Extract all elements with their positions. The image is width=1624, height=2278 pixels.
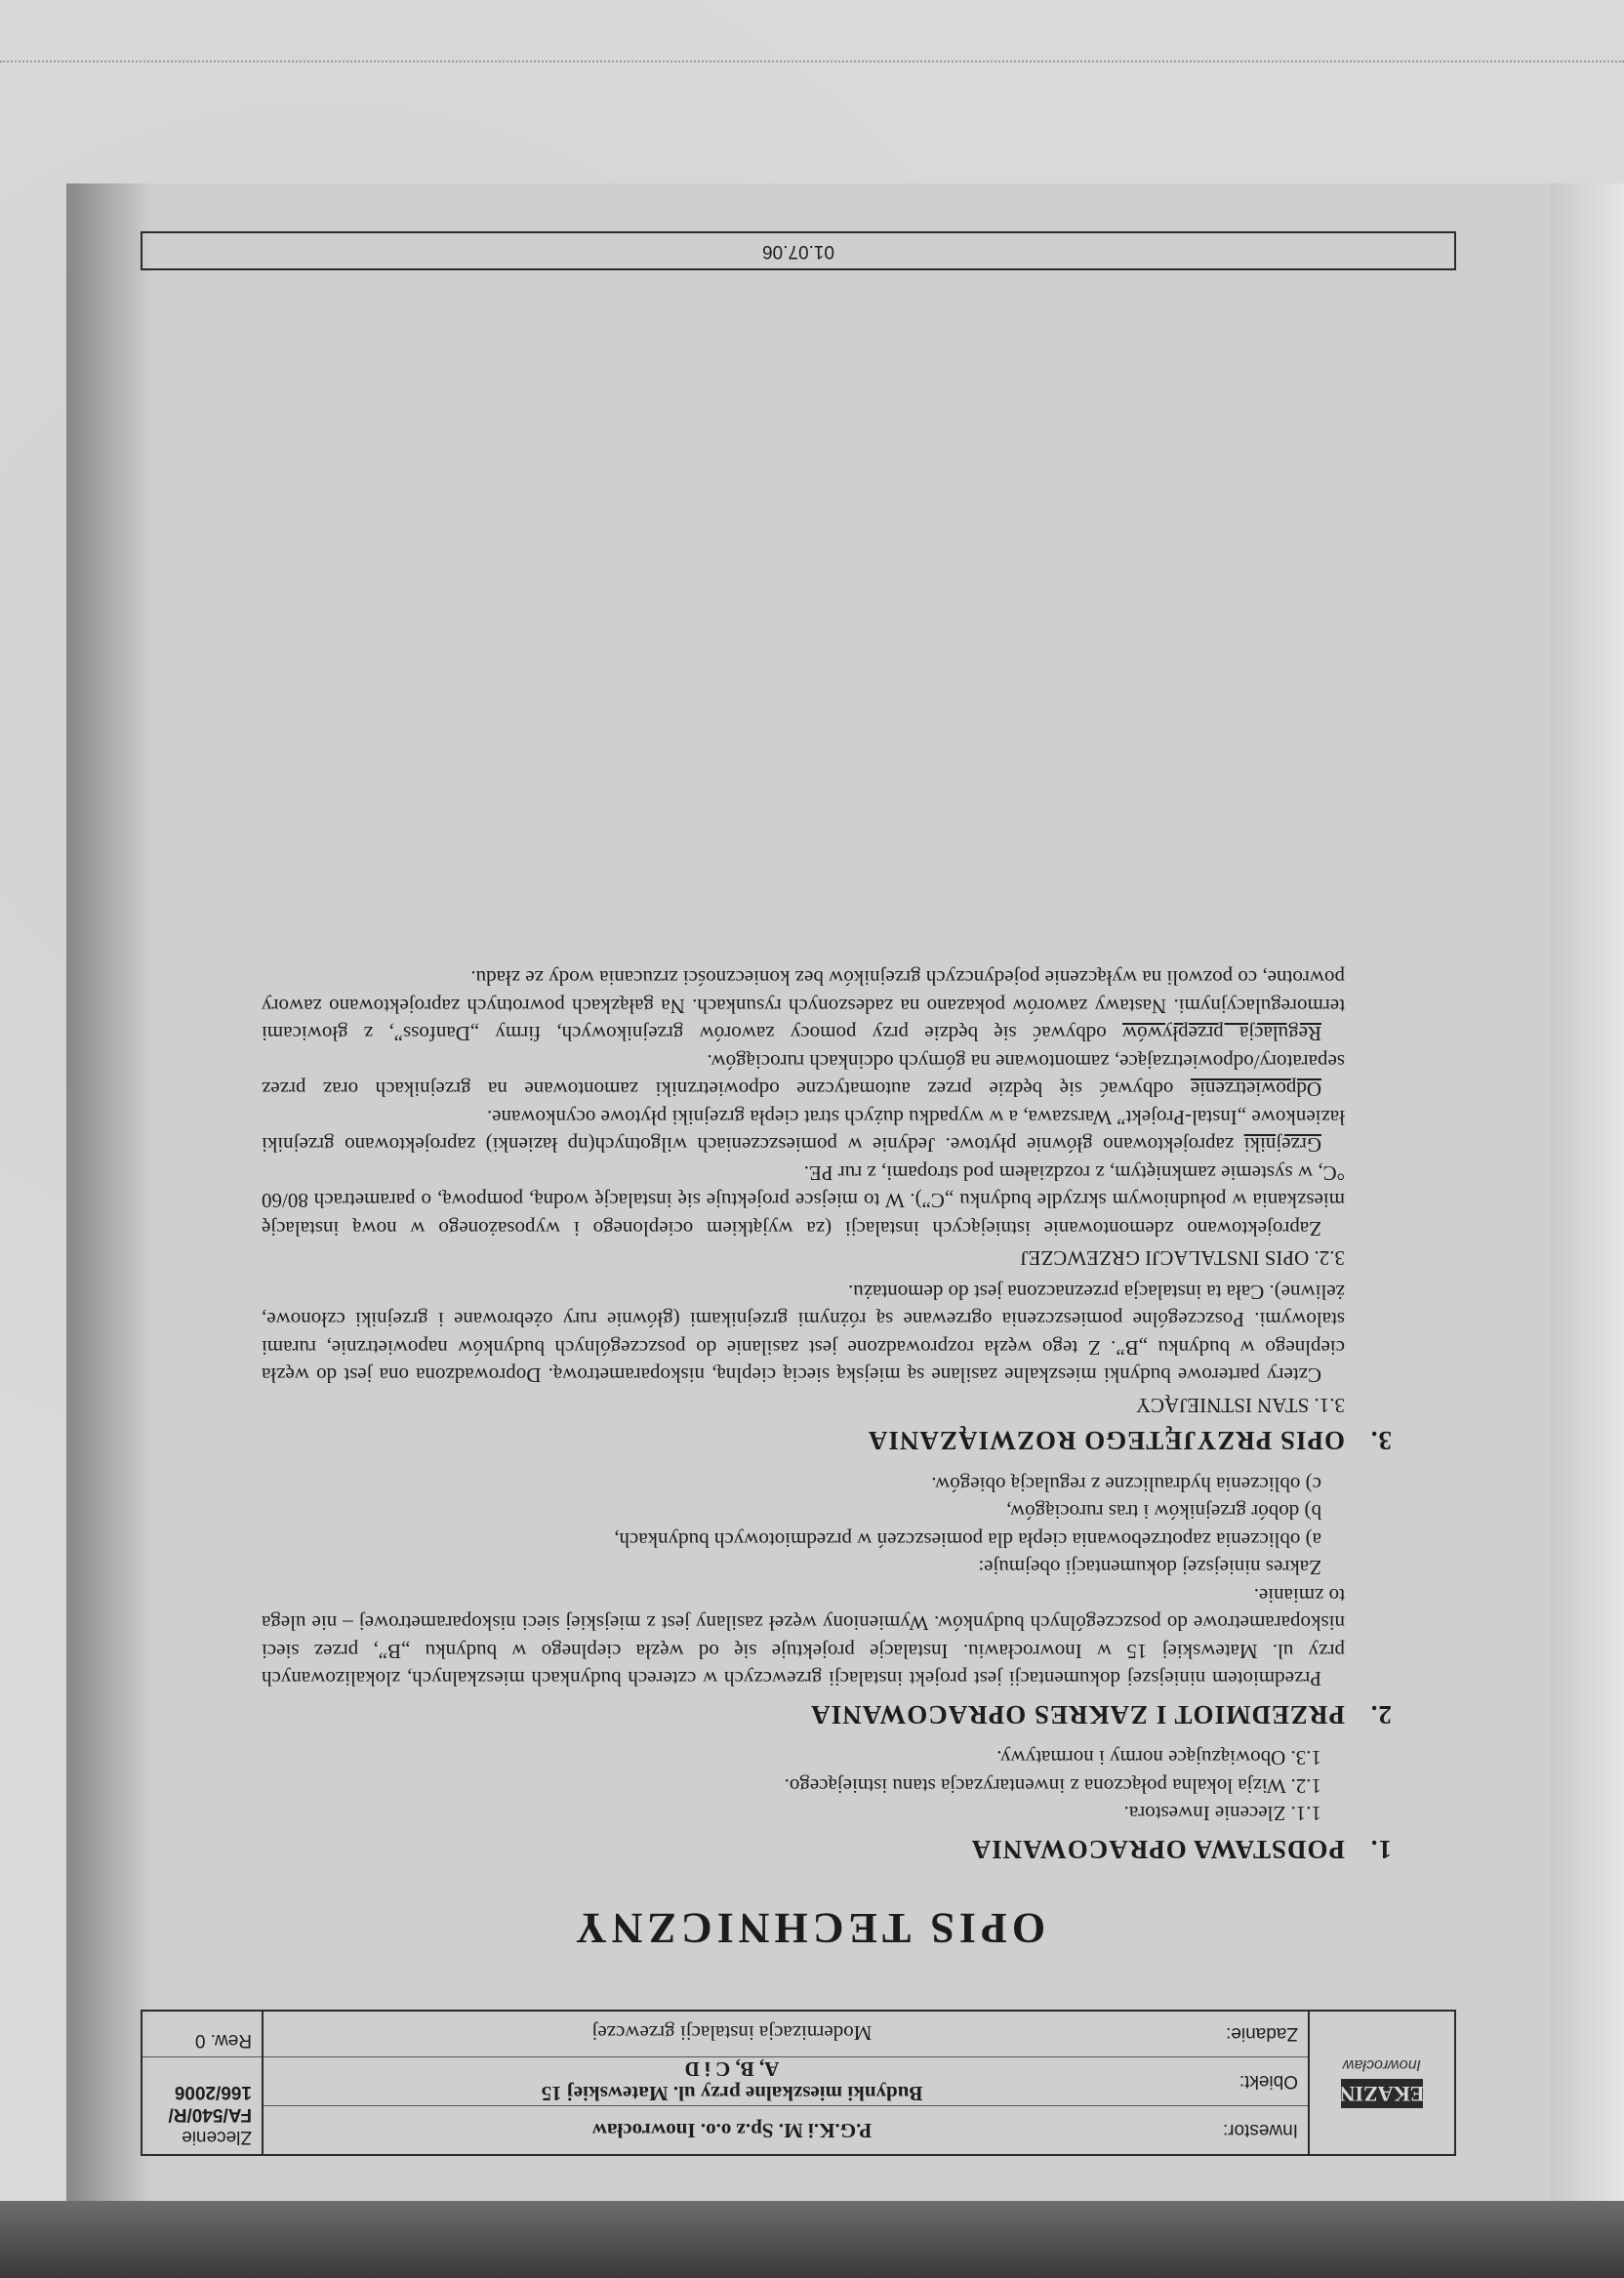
investor-label: Inwestor:	[1222, 2120, 1298, 2141]
radiators-paragraph: Grzejniki zaprojektowano głównie płytowe. Jedynie w pomieszczeniach wilgotnych(np łazienki) zaprojektowano grzejniki łazienkowe „Instal-Projekt” Warszawa, a w wypadku dużych strat ciepła grzejniki płytowe ocynkowane.	[262, 1106, 1345, 1158]
scan-edge-line	[0, 61, 1624, 62]
list-item: 1.2. Wizja lokalna połączona z inwentaryzacja stanu istniejącego.	[784, 1774, 1321, 1798]
section-1-list	[262, 1744, 1345, 1828]
list-item: b) dobór grzejników i tras rurociągów,	[1006, 1500, 1321, 1525]
list-item: 1.3. Obowiązujące normy i normatywy.	[996, 1746, 1321, 1770]
task-row	[264, 2010, 1308, 2056]
object-value: Budynki mieszkalne przy ul. Matewskiej 15 A, B, C i D	[541, 2057, 923, 2105]
list-item: 1.1. Zlecenie Inwestora.	[1123, 1802, 1321, 1826]
order-info	[142, 2010, 264, 2154]
object-label: Obiekt:	[1238, 2071, 1298, 2092]
document-page	[66, 183, 1550, 2201]
logo-mark: EKAZIN	[1341, 2079, 1423, 2108]
page-shadow	[66, 183, 152, 2201]
logo-city: Inowrocław	[1342, 2056, 1422, 2073]
task-value: Modernizacja instalacji grzewczej	[591, 2021, 873, 2046]
subsection-3-1-paragraph: Cztery parterowe budynki mieszkalne zasilane są miejską siecią cieplną, niskoparametrową. Doprowadzona ona jest do węzła cieplnego w budynku „B”. Z tego węzła rozprowadzone jest zasilanie do poszczególnych budynków napowietrznie, rurami stalowymi. Poszczególne pomieszczenia ogrzewane są różnymi grzejnikami (głównie rury ożebrowane i grzejniki członowe, żeliwne). Cała ta instalacja przeznaczona jest do demontażu.	[262, 1281, 1345, 1388]
section-2-heading: 2.PRZEDMIOT I ZAKRES OPRACOWANIA	[810, 1700, 1392, 1729]
company-logo	[1308, 2010, 1454, 2154]
flow-regulation-paragraph: Regulacja przepływów odbywać się będzie przy pomocy zaworów grzejnikowych, firmy „Danfoss”, z głowicami termoregulacyjnymi. Nastawy zaworów pokazano na zadeszonych rysunkach. Na gałązkach powrotnych zaprojektowano zawory powrotne, co pozwoli na wyłączenie pojedynczych grzejników bez konieczności zrzucania wody ze zładu.	[262, 966, 1345, 1046]
investor-value: P.G.K.i M. Sp.z o.o. Inowrocław	[591, 2119, 873, 2142]
document-title: OPIS TECHNICZNY	[570, 1904, 1046, 1952]
scan-bottom-edge	[0, 2201, 1624, 2278]
task-label: Zadanie:	[1226, 2023, 1298, 2044]
header-fields	[264, 2010, 1308, 2154]
section-2-scope: Zakres niniejszej dokumentacji obejmuje:	[978, 1556, 1321, 1580]
investor-row	[264, 2105, 1308, 2154]
list-item: c) obliczenia hydrauliczne z regulacją obiegów.	[931, 1473, 1321, 1496]
order-number: Zlecenie FA/540/R/ 166/2006	[142, 2056, 262, 2154]
header-table	[141, 2010, 1456, 2156]
scanner-margin	[1550, 183, 1624, 2201]
venting-paragraph: Odpowietrzenie odbywać się będzie przez automatyczne odpowietrzniki zamontowane na grzejnikach oraz przez separatory/odpowietrzające, zamontowane na górnych odcinkach rurociągów.	[262, 1050, 1345, 1102]
subsection-3-1-heading: 3.1. STAN ISTNIEJĄCY	[1135, 1394, 1345, 1417]
section-2-paragraph: Przedmiotem niniejszej dokumentacji jest projekt instalacji grzewczych w czterech budynkach mieszkalnych, zlokalizowanych przy ul. Matewskiej 15 w Inowrocławiu. Instalacje projektuje się od węzła cieplnego w budynku „B”, przez sieci niskoparametrowe do poszczególnych budynków. Wymieniony węzeł zasilany jest z miejskiej sieci niskoparametrowej – nie ulega to zmianie.	[262, 1584, 1345, 1691]
object-row	[264, 2056, 1308, 2105]
subsection-3-2-paragraph: Zaprojektowano zdemontowanie istniejących instalacji (za wyjątkiem ocieplonego i wyposażonego w nową instalację mieszkania w południowym skrzydle budynku „C”). W to miejsce projektuje się instalację wodną, pompową, o parametrach 80/60 °C, w systemie zamkniętym, z rozdziałem pod stropami, z rur PE.	[262, 1161, 1345, 1241]
document-body	[262, 964, 1392, 1879]
revision: Rew. 0	[194, 2030, 252, 2051]
list-item: a) obliczenia zapotrzebowania ciepła dla pomieszczeń w przedmiotowych budynkach,	[614, 1528, 1321, 1552]
section-3-heading: 3.OPIS PRZYJĘTEGO ROZWIĄZANIA	[867, 1426, 1392, 1456]
footer-date-box: 01.07.06	[141, 231, 1456, 270]
section-1-heading: 1.PODSTAWA OPRACOWANIA	[970, 1835, 1392, 1864]
section-2-list	[262, 1471, 1345, 1555]
subsection-3-2-heading: 3.2. OPIS INSTALACJI GRZEWCZEJ	[1020, 1246, 1345, 1271]
